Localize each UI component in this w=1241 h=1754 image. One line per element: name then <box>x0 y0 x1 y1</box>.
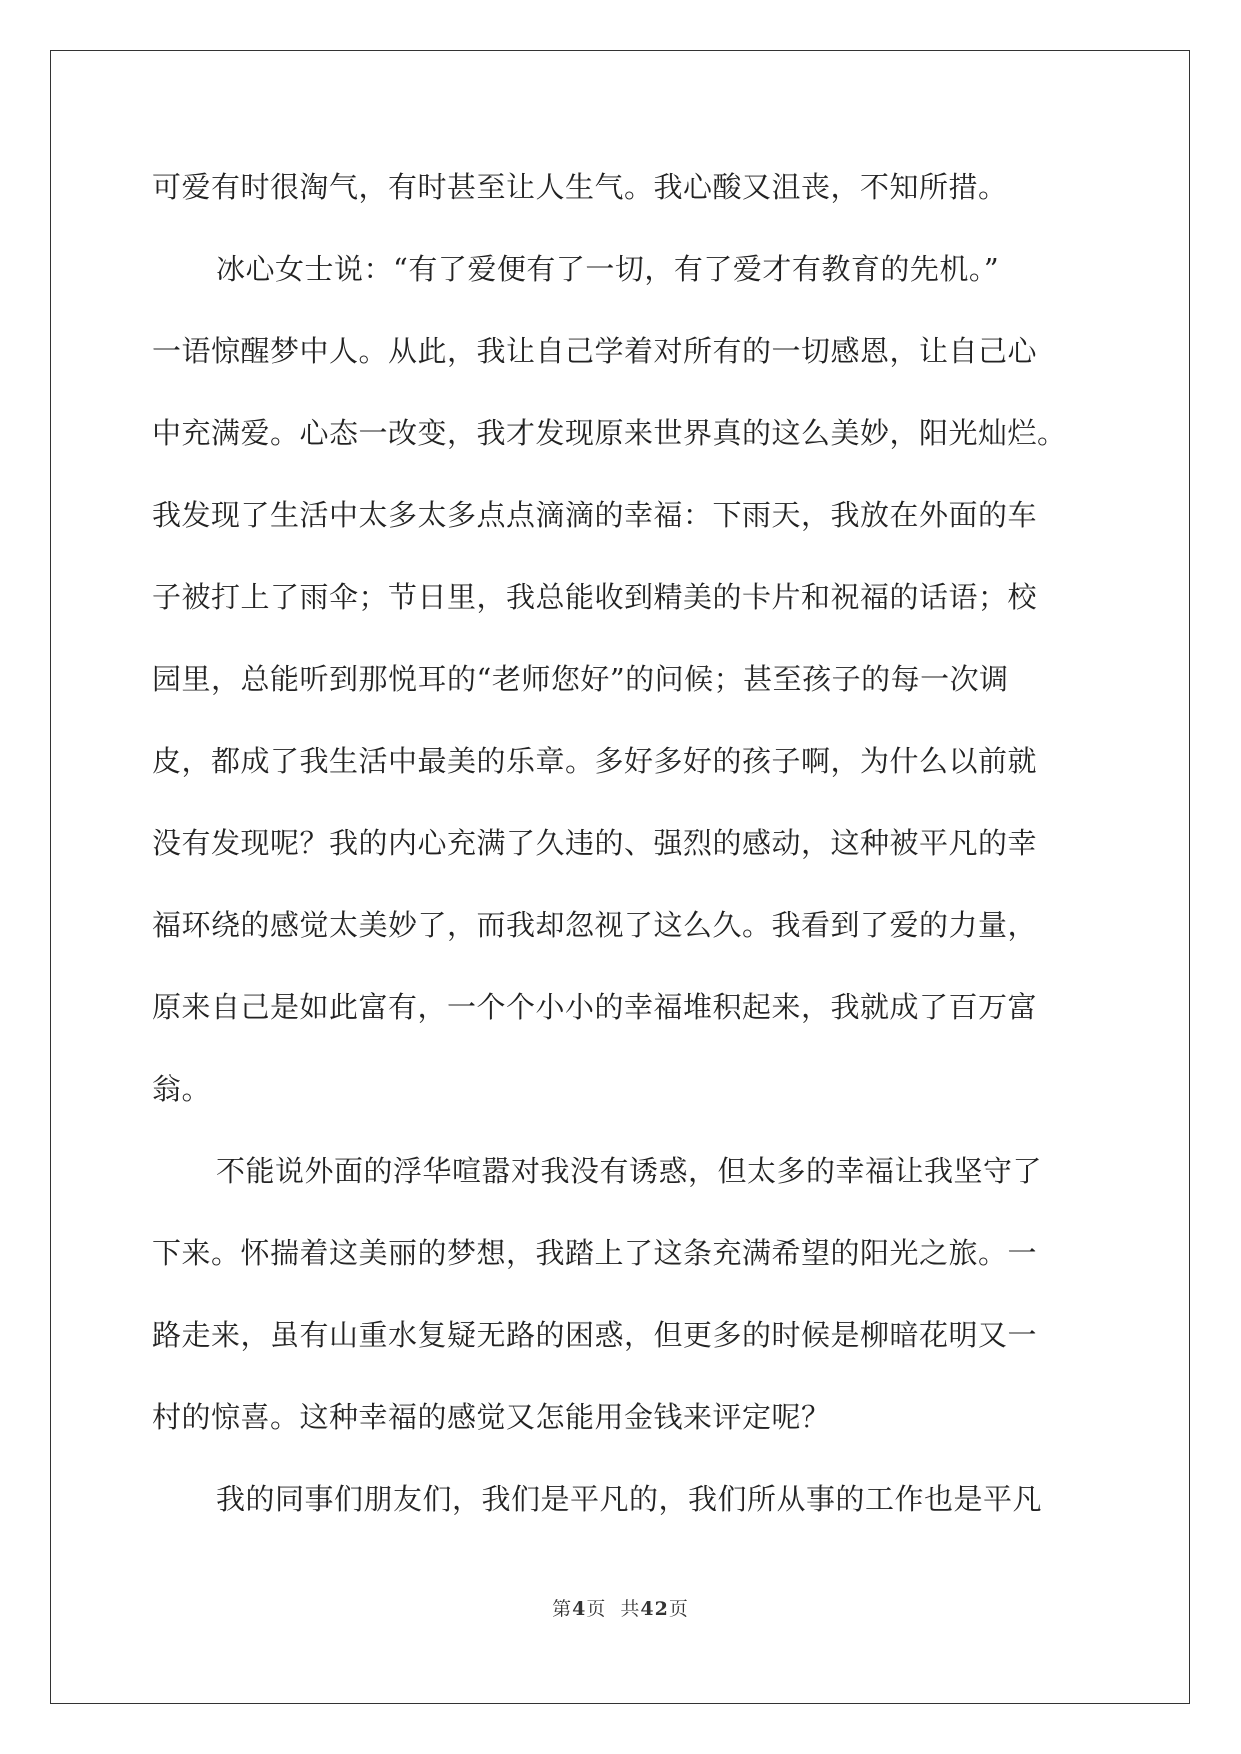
paragraph-line: 福环绕的感觉太美妙了，而我却忽视了这么久。我看到了爱的力量， <box>152 908 1038 942</box>
paragraph-line: 一语惊醒梦中人。从此，我让自己学着对所有的一切感恩，让自己心 <box>152 334 1038 368</box>
paragraph-line: 没有发现呢？我的内心充满了久违的、强烈的感动，这种被平凡的幸 <box>152 826 1038 860</box>
paragraph-line: 下来。怀揣着这美丽的梦想，我踏上了这条充满希望的阳光之旅。一 <box>152 1236 1038 1270</box>
paragraph-line: 不能说外面的浮华喧嚣对我没有诱惑，但太多的幸福让我坚守了 <box>216 1154 1043 1188</box>
total-prefix: 共 <box>620 1598 641 1620</box>
paragraph-line: 路走来，虽有山重水复疑无路的困惑，但更多的时候是柳暗花明又一 <box>152 1318 1038 1352</box>
paragraph-line: 原来自己是如此富有，一个个小小的幸福堆积起来，我就成了百万富 <box>152 990 1038 1024</box>
document-body <box>152 161 1092 1555</box>
paragraph-line: 皮，都成了我生活中最美的乐章。多好多好的孩子啊，为什么以前就 <box>152 744 1038 778</box>
paragraph-line: 我发现了生活中太多太多点点滴滴的幸福：下雨天，我放在外面的车 <box>152 498 1038 532</box>
paragraph-line: 可爱有时很淘气，有时甚至让人生气。我心酸又沮丧，不知所措。 <box>152 170 1008 204</box>
total-suffix: 页 <box>668 1598 689 1620</box>
total-pages: 42 <box>640 1598 669 1620</box>
paragraph-line: 我的同事们朋友们，我们是平凡的，我们所从事的工作也是平凡 <box>216 1482 1043 1516</box>
paragraph-line: 翁。 <box>152 1072 212 1106</box>
page-prefix: 第 <box>552 1598 573 1620</box>
paragraph-line: 子被打上了雨伞；节日里，我总能收到精美的卡片和祝福的话语；校 <box>152 580 1038 614</box>
page-number: 4 <box>572 1598 587 1620</box>
page-suffix: 页 <box>586 1598 607 1620</box>
page-footer <box>0 1594 1241 1621</box>
paragraph-line: 中充满爱。心态一改变，我才发现原来世界真的这么美妙，阳光灿烂。 <box>152 416 1067 450</box>
paragraph-line: 冰心女士说：“有了爱便有了一切，有了爱才有教育的先机。” <box>216 252 1000 286</box>
paragraph-line: 村的惊喜。这种幸福的感觉又怎能用金钱来评定呢？ <box>152 1400 831 1434</box>
paragraph-line: 园里，总能听到那悦耳的“老师您好”的问候；甚至孩子的每一次调 <box>152 662 1009 696</box>
